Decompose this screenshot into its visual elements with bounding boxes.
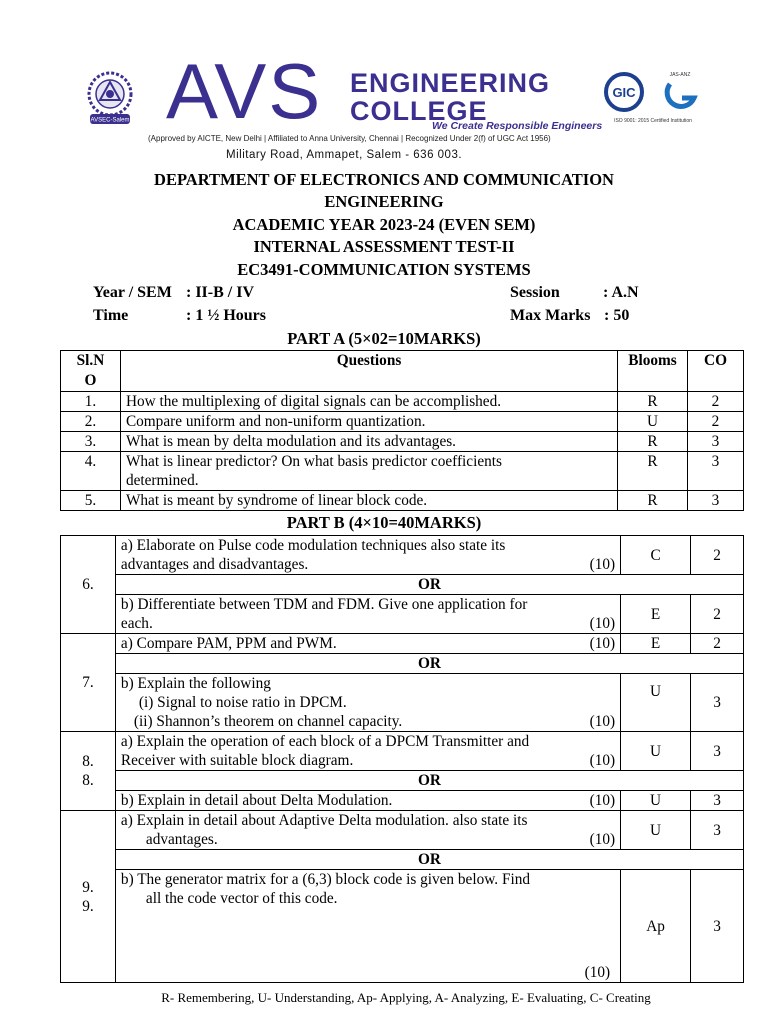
co-value: 3 [688, 432, 744, 452]
question-text-line2: all the code vector of this code. [145, 890, 338, 907]
jas-anz-text: JAS-ANZ [669, 72, 691, 78]
blooms-level: R [618, 392, 688, 412]
part-a-table [60, 350, 744, 511]
question-text: What is meant by syndrome of linear block code. [120, 491, 617, 511]
header-co: CO [688, 351, 744, 392]
session-value: : A.N [603, 284, 639, 301]
question-number [61, 811, 116, 983]
co-value: 3 [691, 674, 744, 732]
time-label: Time [93, 307, 129, 324]
header-sno-line1: Sl.N [76, 352, 105, 369]
co-value: 2 [691, 634, 744, 654]
blooms-legend-footnote: R- Remembering, U- Understanding, Ap- Applying, A- Analyzing, E- Evaluating, C- Creating [161, 990, 651, 1005]
question-text [115, 595, 620, 634]
co-value: 2 [691, 536, 744, 575]
question-text-line1: b) The generator matrix for a (6,3) block code is given below. Find [120, 871, 530, 888]
table-row [61, 634, 744, 654]
address-line: Military Road, Ammapet, Salem - 636 003. [226, 149, 463, 161]
question-text-line2 [121, 614, 615, 633]
blooms-level: R [618, 491, 688, 511]
question-number: 2. [61, 412, 121, 432]
approval-line: (Approved by AICTE, New Delhi | Affiliated to Anna University, Chennai | Recognized Under 2(f) of UGC Act 1956) [148, 134, 551, 143]
question-text-line2: determined. [125, 472, 199, 489]
question-text [115, 791, 620, 811]
table-row [61, 732, 744, 771]
table-row [61, 595, 744, 634]
question-text [115, 634, 620, 654]
blooms-level: E [621, 595, 691, 634]
or-row [61, 850, 744, 870]
question-text-line1: a) Explain in detail about Adaptive Delta modulation. also state its [120, 812, 528, 829]
part-b-table [60, 535, 744, 983]
or-row [61, 771, 744, 791]
table-row [61, 392, 744, 412]
question-number: 3. [61, 432, 121, 452]
question-text-line1: b) Explain the following [120, 675, 271, 692]
co-value: 2 [691, 595, 744, 634]
question-text: What is mean by delta modulation and its advantages. [120, 432, 617, 452]
blooms-level: U [621, 732, 691, 771]
question-text-line1: a) Compare PAM, PPM and PWM. [120, 635, 337, 652]
table-row [61, 432, 744, 452]
table-row [61, 452, 744, 491]
co-value: 3 [691, 791, 744, 811]
marks: (10) [589, 556, 616, 573]
max-marks-label: Max Marks [510, 307, 591, 324]
marks: (10) [589, 713, 616, 730]
marks: (10) [589, 792, 616, 809]
question-text-line2-text: advantages and disadvantages. [120, 556, 309, 573]
blooms-level: U [621, 811, 691, 850]
question-text [120, 452, 617, 491]
marks: (10) [589, 635, 616, 652]
question-number: 7. [61, 634, 116, 732]
table-row [61, 870, 744, 983]
table-row [61, 791, 744, 811]
header-sno [61, 351, 121, 392]
question-text-line2: (i) Signal to noise ratio in DPCM. [138, 694, 347, 711]
question-number: 4. [61, 452, 121, 491]
time-value: : 1 ½ Hours [186, 307, 266, 324]
blooms-level: U [621, 674, 691, 732]
college-name-line1: ENGINEERING [350, 68, 551, 98]
question-number-line2: 9. [82, 897, 94, 915]
header-sno-line2: O [84, 372, 97, 389]
co-value: 3 [691, 870, 744, 983]
question-text-line1: a) Elaborate on Pulse code modulation techniques also state its [120, 537, 506, 554]
part-a-header-row [61, 351, 744, 392]
marks: (10) [589, 752, 616, 769]
question-text-line1: What is linear predictor? On what basis predictor coefficients [125, 453, 502, 470]
question-text-line2-text: advantages. [145, 831, 218, 848]
question-text-line1: b) Differentiate between TDM and FDM. Give one application for [120, 596, 528, 613]
college-name [350, 70, 550, 125]
question-number-line1: 8. [82, 753, 94, 770]
question-text-line2-text: Receiver with suitable block diagram. [120, 752, 354, 769]
co-value: 3 [691, 732, 744, 771]
blooms-level: R [618, 432, 688, 452]
table-row [61, 536, 744, 575]
blooms-level: C [621, 536, 691, 575]
question-number-line2: 8. [82, 772, 94, 789]
blooms-level: U [618, 412, 688, 432]
max-marks-value: : 50 [604, 307, 630, 324]
question-number: 5. [61, 491, 121, 511]
co-value: 3 [691, 811, 744, 850]
college-emblem-logo [76, 70, 144, 126]
part-a-heading: PART A (5×02=10MARKS) [287, 329, 481, 348]
tagline: We Create Responsible Engineers [432, 120, 603, 132]
blooms-level: Ap [621, 870, 691, 983]
question-text [115, 732, 620, 771]
marks: (10) [589, 831, 616, 848]
question-text [115, 870, 620, 983]
question-text-line2-text: each. [120, 615, 153, 632]
question-number: 1. [61, 392, 121, 412]
or-label: OR [115, 654, 743, 674]
or-row [61, 654, 744, 674]
table-row [61, 412, 744, 432]
table-row [61, 491, 744, 511]
question-text-line1: a) Explain the operation of each block of a DPCM Transmitter and [120, 733, 530, 750]
co-value: 2 [688, 412, 744, 432]
subject-title: EC3491-COMMUNICATION SYSTEMS [237, 260, 531, 279]
or-label: OR [115, 771, 743, 791]
blooms-level: U [621, 791, 691, 811]
part-b-heading: PART B (4×10=40MARKS) [286, 513, 482, 532]
session-label: Session [510, 284, 560, 301]
academic-year: ACADEMIC YEAR 2023-24 (EVEN SEM) [232, 215, 536, 234]
question-text [115, 536, 620, 575]
emblem-caption: AVSEC-Salem [90, 117, 130, 124]
marks: (10) [589, 615, 616, 632]
iso-text: ISO 9001: 2015 Certified Institution [614, 118, 692, 124]
co-value: 3 [688, 491, 744, 511]
header-blooms: Blooms [618, 351, 688, 392]
blooms-level: E [621, 634, 691, 654]
department-title: DEPARTMENT OF ELECTRONICS AND COMMUNICATION [154, 170, 614, 189]
year-sem-label: Year / SEM [93, 284, 172, 301]
question-text-line2 [121, 751, 615, 770]
header-questions: Questions [120, 351, 617, 392]
marks: (10) [584, 964, 611, 981]
question-text [115, 811, 620, 850]
or-label: OR [115, 850, 743, 870]
or-row [61, 575, 744, 595]
college-header [70, 47, 710, 170]
question-number: 6. [61, 536, 116, 634]
question-text-line3-text: (ii) Shannon’s theorem on channel capacity. [133, 713, 403, 730]
or-label: OR [115, 575, 743, 595]
question-text-line1: b) Explain in detail about Delta Modulation. [120, 792, 393, 809]
question-text-line2 [121, 555, 615, 574]
table-row [61, 811, 744, 850]
question-number [61, 732, 116, 811]
test-title: INTERNAL ASSESSMENT TEST-II [253, 237, 515, 256]
question-text: Compare uniform and non-uniform quantization. [120, 412, 617, 432]
certification-logos [598, 68, 708, 124]
question-text: How the multiplexing of digital signals can be accomplished. [120, 392, 617, 412]
question-number-line1: 9. [82, 878, 94, 896]
table-row [61, 674, 744, 732]
co-value: 3 [688, 452, 744, 491]
question-text-line2 [121, 830, 615, 849]
gic-logo-text: GIC [612, 85, 636, 100]
question-text-line3 [121, 712, 615, 731]
brand-wordmark: AVS [166, 47, 323, 135]
question-text [115, 674, 620, 732]
co-value: 2 [688, 392, 744, 412]
blooms-level: R [618, 452, 688, 491]
department-title-line2: ENGINEERING [324, 192, 444, 211]
year-sem-value: : II-B / IV [186, 284, 255, 301]
college-name-line2: COLLEGE [350, 95, 488, 126]
